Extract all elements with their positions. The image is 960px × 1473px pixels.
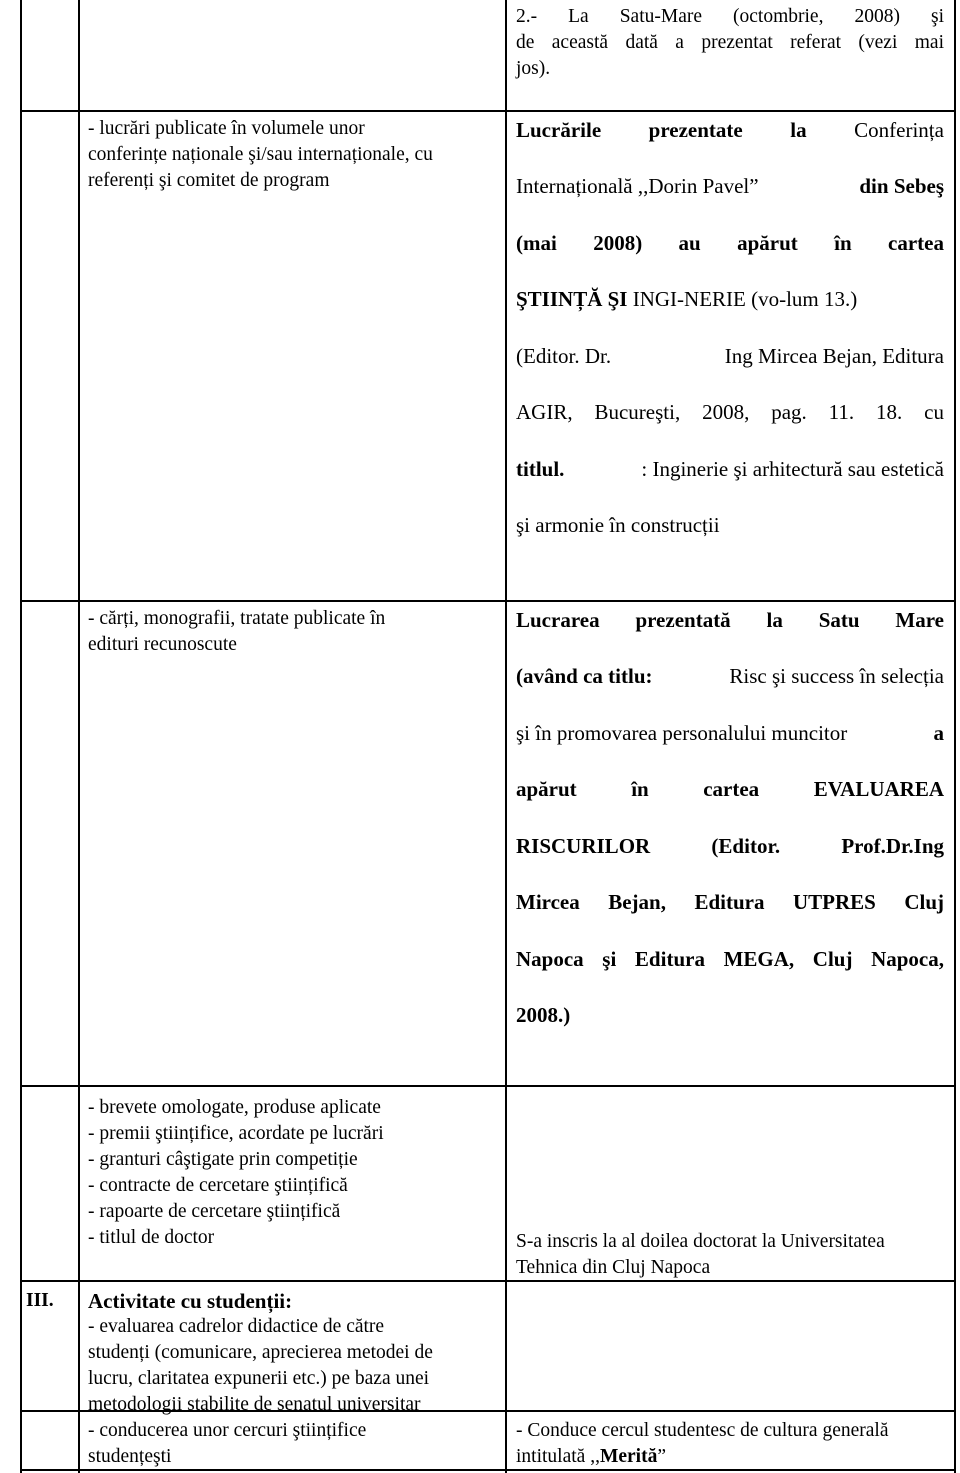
row3-d: apărut în cartea EVALUAREA: [516, 777, 944, 801]
row4-left-line4: - contracte de cercetare ştiințifică: [88, 1175, 348, 1196]
row2-left-line2: conferințe naționale şi/sau internaționale, cu: [88, 144, 433, 165]
row5-right-l2a: intitulată ,,: [516, 1446, 600, 1467]
row5-left-line4: metodologii stabilite de senatul universitar: [88, 1394, 421, 1415]
column-divider-number: [78, 0, 80, 1473]
row2-left-cell: [88, 116, 498, 194]
table-border-right: [954, 0, 956, 1473]
row3-line-d: [516, 777, 944, 802]
row5-left-line5: - conducerea unor cercuri ştiințifice: [88, 1420, 367, 1441]
row3-line-h: [516, 1003, 944, 1028]
row3-line-g: [516, 947, 944, 972]
row4-left-line5: - rapoarte de cercetare ştiințifică: [88, 1201, 341, 1222]
row2-e1: (Editor. Dr.: [516, 344, 612, 368]
table-border-left: [20, 0, 22, 1473]
row3-b2: Risc şi success în selecția: [729, 664, 944, 688]
row4-left-line2: - premii ştiințifice, acordate pe lucrări: [88, 1123, 384, 1144]
row5-left-cell: [88, 1288, 498, 1470]
row3-c2: a: [933, 721, 944, 745]
row3-left-cell: [88, 606, 498, 658]
row2-a3: la: [790, 118, 807, 142]
row4-left-line6: - titlul de doctor: [88, 1227, 215, 1248]
row3-line-a: [516, 608, 944, 633]
row5-right-line1: - Conduce cercul studentesc de cultura generală: [516, 1420, 889, 1441]
row2-d1: ŞTIINȚĂ ŞI: [516, 287, 628, 311]
row3-g: Napoca şi Editura MEGA, Cluj Napoca,: [516, 947, 944, 971]
row3-f: Mircea Bejan, Editura UTPRES Cluj: [516, 890, 944, 914]
row5-left-line6: studențeşti: [88, 1446, 172, 1467]
row2-line-f: [516, 400, 944, 425]
row2-f: AGIR, Bucureşti, 2008, pag. 11. 18. cu: [516, 400, 944, 424]
row3-left-line2: edituri recunoscute: [88, 634, 237, 655]
row2-left-line1: - lucrări publicate în volumele unor: [88, 118, 365, 139]
row1-right-cell: [516, 4, 944, 82]
row1-line1: 2.- La Satu-Mare (octombrie, 2008) şi: [516, 6, 944, 27]
row2-e2: Ing Mircea Bejan, Editura: [724, 344, 944, 368]
row2-line-b: [516, 174, 944, 199]
section-number: III.: [26, 1290, 54, 1311]
row3-e: RISCURILOR (Editor. Prof.Dr.Ing: [516, 834, 944, 858]
row4-right-line1: S-a inscris la al doilea doctorat la Universitatea: [516, 1231, 885, 1252]
column-divider-main: [505, 0, 507, 1473]
row3-h: 2008.): [516, 1003, 571, 1027]
row2-line-c: [516, 231, 944, 256]
row5-left-line1: - evaluarea cadrelor didactice de către: [88, 1316, 385, 1337]
row3-c1: şi în promovarea personalului muncitor: [516, 721, 848, 745]
row2-g2: : Inginerie şi arhitectură sau estetică: [641, 457, 944, 481]
row5-left-line2: studenți (comunicare, aprecierea metodei de: [88, 1342, 433, 1363]
row2-line-h: [516, 513, 944, 538]
row1-line3: jos).: [516, 58, 551, 79]
row2-b1: Internațională ,,Dorin Pavel”: [516, 174, 759, 198]
row2-a2: prezentate: [648, 118, 743, 142]
row3-b1: (având ca titlu:: [516, 664, 653, 688]
row3-line-c: [516, 721, 944, 746]
row3-line-e: [516, 834, 944, 859]
row5-heading: Activitate cu studenții:: [88, 1289, 293, 1313]
row2-h: şi armonie în construcții: [516, 513, 720, 537]
row2-c: (mai 2008) au apărut în cartea: [516, 231, 944, 255]
row2-b2: din Sebeş: [859, 174, 944, 198]
row-divider-3: [20, 1085, 956, 1087]
row-divider-2: [20, 600, 956, 602]
row2-d2: INGI-NERIE (vo-lum 13.): [632, 287, 858, 311]
row5-right-line2: [516, 1444, 948, 1470]
row5-right-l2c: ”: [657, 1446, 666, 1467]
row2-line-g: [516, 457, 944, 482]
row2-left-line3: referenți şi comitet de program: [88, 170, 330, 191]
row3-line-b: [516, 664, 944, 689]
row2-line-d: [516, 287, 944, 312]
row5-right-l2b: Merită: [599, 1446, 658, 1467]
row2-line-a: [516, 118, 944, 143]
row4-right-line2: Tehnica din Cluj Napoca: [516, 1257, 711, 1278]
row3-left-line1: - cărți, monografii, tratate publicate în: [88, 608, 386, 629]
row3-line-f: [516, 890, 944, 915]
row4-left-line3: - granturi câştigate prin competiție: [88, 1149, 358, 1170]
row3-a: Lucrarea prezentată la Satu Mare: [516, 608, 944, 632]
row4-right-cell: [516, 1229, 948, 1281]
row4-left-line1: - brevete omologate, produse aplicate: [88, 1097, 381, 1118]
row-divider-1: [20, 110, 956, 112]
row5-right-cell: [516, 1418, 948, 1470]
row4-left-cell: [88, 1095, 498, 1251]
row2-a1: Lucrările: [516, 118, 602, 142]
row1-line2: de această dată a prezentat referat (vezi mai: [516, 32, 944, 53]
row2-g1: titlul.: [516, 457, 565, 481]
row5-left-line3: lucru, claritatea expunerii etc.) pe baza unei: [88, 1368, 430, 1389]
row2-a4: Conferința: [854, 118, 944, 142]
row2-line-e: [516, 344, 944, 369]
